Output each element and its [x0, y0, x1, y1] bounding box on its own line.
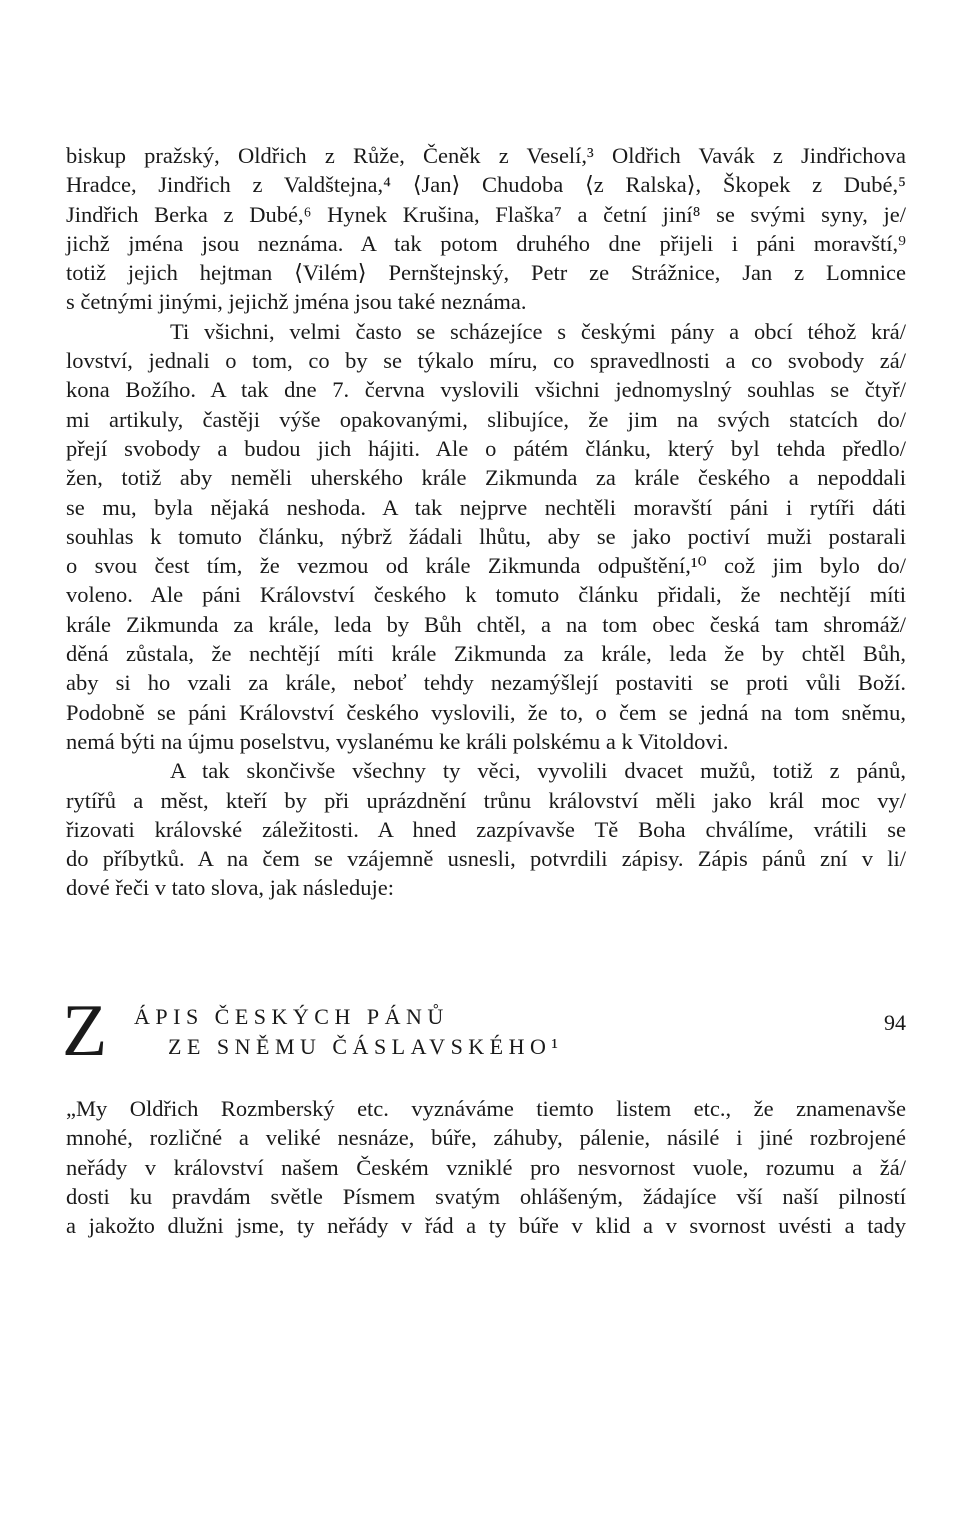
text-line: rytířů a měst, kteří by při uprázdnění trůnu království měli jako král moc vy/: [66, 787, 906, 813]
text-line: biskup pražský, Oldřich z Růže, Čeněk z Veselí,³ Oldřich Vavák z Jindřichova: [66, 143, 906, 168]
text-line: krále Zikmunda za krále, leda by Bůh chtěl, a na tom obec česká tam shromáž/: [66, 611, 906, 637]
text-line: do příbytků. A na čem se vzájemně usnesli, potvrdili zápisy. Zápis pánů zní v li/: [66, 846, 906, 872]
text-line: o svou čest tím, že vezmou od krále Zikmunda odpuštění,¹⁰ což jim bylo do/: [66, 553, 906, 579]
text-line: děná zůstala, že nechtějí míti krále Zikmunda za krále, leda že by chtěl Bůh,: [66, 641, 906, 667]
text-line: mnohé, rozličné a veliké nesnáze, búře, záhuby, pálenie, násilé i jiné rozbrojené: [66, 1125, 906, 1151]
text-line: totiž jejich hejtman ⟨Vilém⟩ Pernštejnský, Petr ze Strážnice, Jan z Lomnice: [66, 260, 906, 286]
text-line: „My Oldřich Rozmberský etc. vyznáváme tiemto listem etc., že znamenavše: [66, 1096, 906, 1121]
text-block-top: [66, 141, 906, 903]
text-line: přejí svobody a budou jich hájiti. Ale o pátém článku, který byl tehda předlo/: [66, 435, 906, 461]
text-line: jichž jména jsou neznáma. A tak potom druhého dne přijeli i páni moravští,⁹: [66, 230, 906, 256]
text-line: dosti ku pravdám světle Písmem svatým ohlášeným, žádajíce vší naší pilností: [66, 1183, 906, 1209]
paragraph-2: [66, 317, 906, 756]
heading-line-1: ÁPIS ČESKÝCH PÁNŮ: [134, 1004, 449, 1029]
text-line: Ti všichni, velmi často se scházejíce s českými pány a obcí téhož krá/: [170, 318, 906, 344]
drop-cap: Z: [62, 990, 108, 1072]
text-block-bottom: [66, 1094, 906, 1240]
text-line: neřády v království našem Českém vzniklé pro nesvornost vuole, rozumu a žá/: [66, 1154, 906, 1180]
document-number: 94: [884, 1010, 906, 1035]
text-line: Jindřich Berka z Dubé,⁶ Hynek Krušina, Flaška⁷ a četní jiní⁸ se svými syny, je/: [66, 201, 906, 227]
text-line: kona Božího. A tak dne 7. června vyslovili všichni jednomyslný souhlas se čtyř/: [66, 377, 906, 403]
text-line: Hradce, Jindřich z Valdštejna,⁴ ⟨Jan⟩ Chudoba ⟨z Ralska⟩, Škopek z Dubé,⁵: [66, 172, 906, 198]
text-line: lovství, jednali o tom, co by se týkalo míru, co spravedlnosti a co svobody zá/: [66, 348, 906, 374]
text-line: Podobně se páni Království českého vyslovili, že to, o čem se jedná na tom sněmu,: [66, 699, 906, 725]
text-line: s četnými jinými, jejichž jména jsou také neznáma.: [66, 289, 527, 315]
text-line: souhlas k tomuto článku, nýbrž žádali lhůtu, aby se jako poctiví muži postarali: [66, 523, 906, 549]
text-line: a jakožto dlužni jsme, ty neřády v řád a ty búře v klid a v svornost uvésti a tady: [66, 1213, 906, 1239]
text-line: A tak skončivše všechny ty věci, vyvolili dvacet mužů, totiž z pánů,: [170, 758, 906, 784]
text-line: řizovati královské záležitosti. A hned zazpívavše Tě Boha chválíme, vrátili se: [66, 816, 906, 842]
text-line: voleno. Ale páni Království českého k tomuto článku přidali, že nechtějí míti: [66, 582, 906, 608]
section-heading: [62, 990, 906, 1072]
paragraph-4: [66, 1094, 906, 1240]
paragraph-3: [66, 756, 906, 902]
text-line: se mu, byla nějaká neshoda. A tak nejprve nechtěli moravští páni i rytíři dáti: [66, 494, 906, 520]
text-line: mi artikuly, častěji výše opakovanými, slibujíce, že jim na svých statcích do/: [66, 406, 906, 432]
text-line: aby si ho vzali za krále, neboť tehdy nezamýšlejí postaviti se proti vůli Boží.: [66, 670, 906, 696]
text-line: žen, totiž aby neměli uherského krále Zikmunda za krále českého a nepoddali: [66, 465, 906, 491]
paragraph-1: [66, 141, 906, 317]
text-line: nemá býti na újmu poselstvu, vyslanému ke králi polskému a k Vitoldovi.: [66, 728, 729, 754]
heading-line-2: ZE SNĚMU ČÁSLAVSKÉHO¹: [168, 1034, 564, 1059]
text-line: dové řeči v tato slova, jak následuje:: [66, 875, 395, 901]
